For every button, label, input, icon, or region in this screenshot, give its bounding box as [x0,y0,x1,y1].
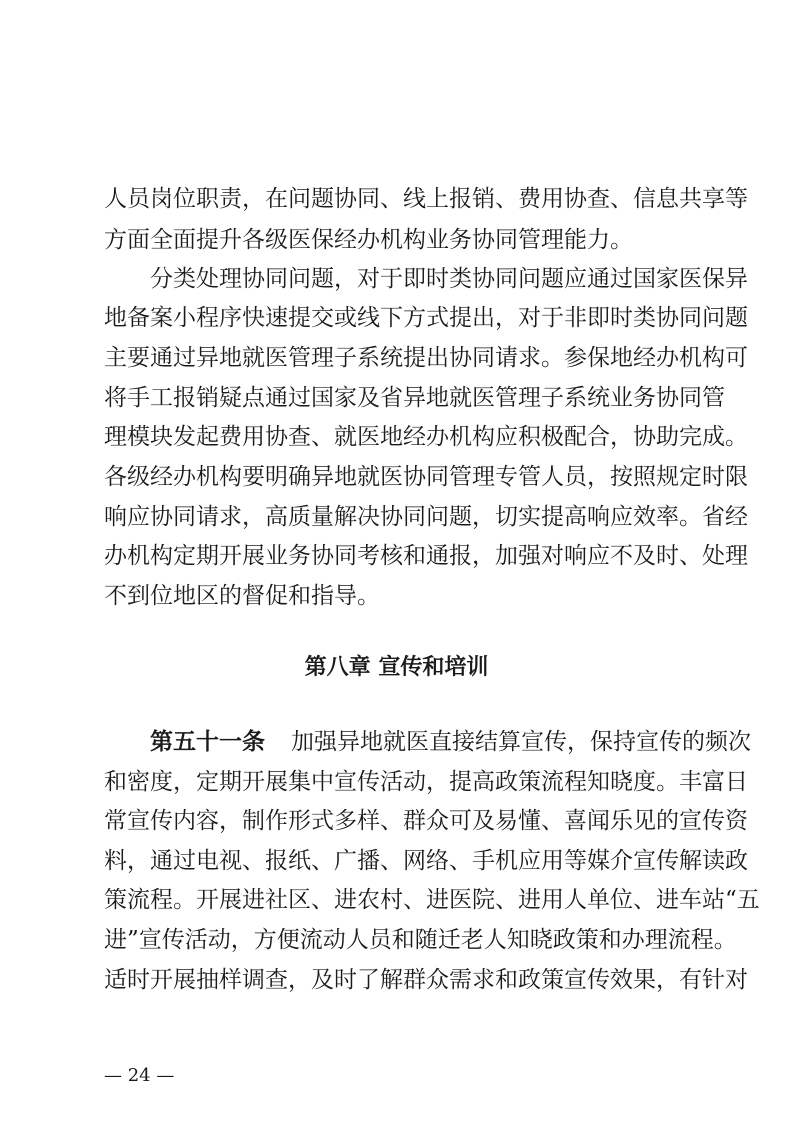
body-text-line: 进”宣传活动，方便流动人员和随迁老人知晓政策和办理流程。 [104,927,737,953]
body-text-line: 加强异地就医直接结算宣传，保持宣传的频次 [291,729,751,755]
body-text-line: 将手工报销疑点通过国家及省异地就医管理子系统业务协同管 [104,385,725,411]
body-text-line: 人员岗位职责，在问题协同、线上报销、费用协查、信息共享等 [104,186,748,212]
body-text-line: 和密度，定期开展集中宣传活动，提高政策流程知晓度。丰富日 [104,769,748,795]
body-text-line: 分类处理协同问题，对于即时类协同问题应通过国家医保异 [150,266,748,292]
article-label: 第五十一条 [150,729,265,755]
page-number: — 24 — [104,1065,175,1086]
body-text-line: 策流程。开展进社区、进农村、进医院、进用人单位、进车站“五 [104,887,760,913]
body-text-line: 各级经办机构要明确异地就医协同管理专管人员，按照规定时限 [104,464,748,490]
body-text-line: 办机构定期开展业务协同考核和通报，加强对响应不及时、处理 [104,543,748,569]
body-text-line: 方面全面提升各级医保经办机构业务协同管理能力。 [104,227,633,253]
body-text-line: 不到位地区的督促和指导。 [104,583,380,609]
body-text-line: 理模块发起费用协查、就医地经办机构应积极配合，协助完成。 [104,424,748,450]
body-text-line: 适时开展抽样调查，及时了解群众需求和政策宣传效果，有针对 [104,967,748,993]
chapter-heading: 第八章 宣传和培训 [304,655,489,680]
article-first-line [150,722,751,762]
body-text-line: 料，通过电视、报纸、广播、网络、手机应用等媒介宣传解读政 [104,848,748,874]
body-text-line: 地备案小程序快速提交或线下方式提出，对于非即时类协同问题 [104,305,748,331]
body-text-line: 响应协同请求，高质量解决协同问题，切实提高响应效率。省经 [104,504,748,530]
body-text-line: 主要通过异地就医管理子系统提出协同请求。参保地经办机构可 [104,345,748,371]
body-text-line: 常宣传内容，制作形式多样、群众可及易懂、喜闻乐见的宣传资 [104,808,748,834]
